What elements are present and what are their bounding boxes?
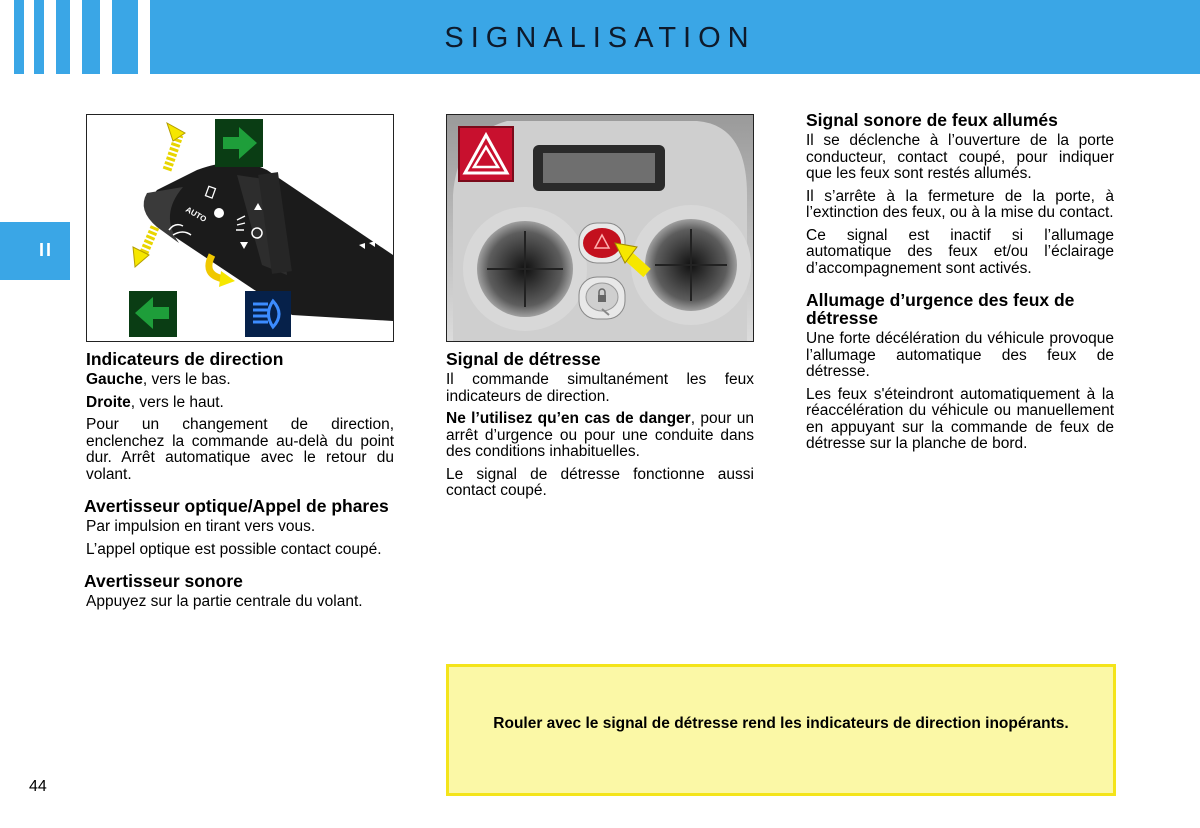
heading-indicateurs: Indicateurs de direction <box>86 349 284 369</box>
paragraph-inactif: Ce signal est inactif si l’allumage automatique des feux et/ou l’éclairage d’accompagnement sont activés. <box>806 226 1114 277</box>
paragraph-eteindront: Les feux s'éteindront automatiquement à la réaccélération du véhicule ou manuellement en appuyant sur la commande de feux de détresse sur la planche de bord. <box>806 385 1114 452</box>
header-stripe <box>112 0 138 74</box>
heading-allumage-urgence: Allumage d’urgence des feux de détresse <box>806 290 1075 328</box>
paragraph-appuyez: Appuyez sur la partie centrale du volant. <box>86 593 363 610</box>
paragraph-changement: Pour un changement de direction, enclenchez la commande au-delà du point dur. Arrêt automatique avec le retour du volant. <box>86 416 394 483</box>
console-svg <box>447 115 753 341</box>
paragraph-deceleration: Une forte décélération du véhicule provoque l’allumage automatique des feux de détresse. <box>806 330 1114 380</box>
paragraph-danger <box>446 411 754 461</box>
header-stripe <box>56 0 70 74</box>
header-stripe <box>82 0 100 74</box>
auto-label: AUTO <box>184 204 209 224</box>
danger-bold: Ne l’utilisez qu’en cas de danger <box>446 410 691 427</box>
paragraph-contact-coupe: Le signal de détresse fonctionne aussi contact coupé. <box>446 465 754 499</box>
warning-notice-box <box>446 664 1116 796</box>
chapter-tab <box>0 222 70 280</box>
header-stripe <box>14 0 24 74</box>
column-2 <box>446 350 754 506</box>
arrow-up-yellow-icon <box>167 123 185 170</box>
gauche-text: , vers le bas. <box>142 371 231 388</box>
header-stripe <box>34 0 44 74</box>
page-title: SIGNALISATION <box>444 22 756 54</box>
droite-text: , vers le haut. <box>130 393 224 411</box>
stalk-illustration <box>86 114 394 342</box>
column-1 <box>86 350 394 617</box>
paragraph-arrete: Il s’arrête à la fermeture de la porte, à l’extinction des feux, ou à la mise du contact. <box>806 187 1114 221</box>
arrow-left-icon <box>129 291 177 337</box>
high-beam-icon <box>245 291 291 337</box>
paragraph-declenche: Il se déclenche à l’ouverture de la porte conducteur, contact coupé, pour indiquer que les feux sont restés allumés. <box>806 132 1114 182</box>
paragraph-impulsion: Par impulsion en tirant vers vous. <box>86 518 316 535</box>
paragraph-droite <box>86 395 394 412</box>
droite-bold: Droite <box>86 393 131 411</box>
page-number: 44 <box>29 778 47 795</box>
danger-text: , pour un arrêt d’urgence ou pour une conduite dans des conditions inhabituelles. <box>446 410 754 460</box>
heading-signal-detresse: Signal de détresse <box>446 349 601 369</box>
heading-avertisseur-sonore: Avertisseur sonore <box>84 571 243 591</box>
hazard-triangle-icon <box>459 127 513 181</box>
paragraph-commande: Il commande simultanément les feux indicateurs de direction. <box>446 371 754 405</box>
arrow-down-yellow-icon <box>133 227 155 267</box>
stalk-svg <box>87 115 393 341</box>
heading-avertisseur-optique: Avertisseur optique/Appel de phares <box>84 496 389 516</box>
gauche-bold: Gauche <box>86 371 143 388</box>
notice-text: Rouler avec le signal de détresse rend les indicateurs de direction inopérants. <box>493 715 1069 732</box>
column-3 <box>806 111 1114 459</box>
hazard-console-illustration <box>446 114 754 342</box>
heading-signal-sonore: Signal sonore de feux allumés <box>806 110 1058 130</box>
paragraph-appel-optique: L’appel optique est possible contact coupé. <box>86 540 382 558</box>
paragraph-gauche <box>86 372 394 389</box>
chapter-tab-label: II <box>38 240 53 260</box>
arrow-right-icon <box>215 119 263 167</box>
